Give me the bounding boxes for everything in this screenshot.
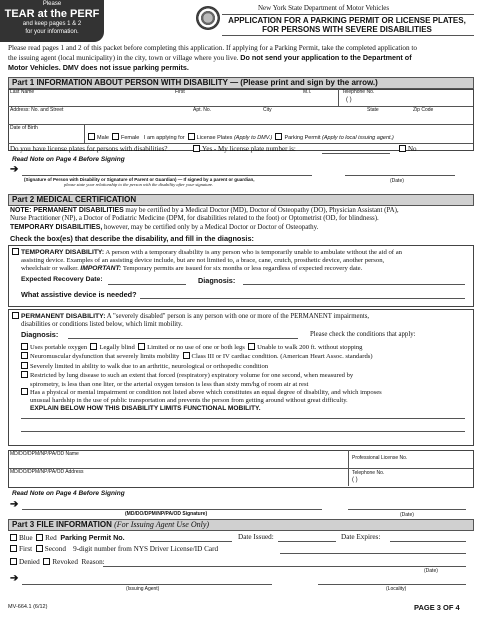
issuing-agent-label: (Issuing Agent): [126, 586, 160, 592]
dept-name: New York State Department of Motor Vehicles: [258, 4, 390, 12]
male-checkbox[interactable]: [88, 133, 95, 140]
temp-diagnosis-label: Diagnosis:: [198, 276, 236, 285]
arrow-icon: ➔: [10, 573, 19, 584]
form-number: MV-664.1 (6/12): [8, 604, 48, 610]
plates-question-row: Do you have license plates for persons with disabilities?: [10, 145, 168, 153]
part1-title: Part 1 INFORMATION ABOUT PERSON WITH DISABILITY — (Please print and sign by the arrow.): [12, 78, 378, 87]
physician-address-label: MD/DO/DPM/NP/PA/OD Address: [10, 469, 84, 475]
zip-label: Zip Code: [413, 107, 434, 113]
part3-note: (For Issuing Agent Use Only): [114, 520, 210, 529]
physician-signature-label: (MD/DO/DPM/NP/PA/OD Signature): [125, 511, 208, 517]
check-instruction: Check the box(es) that describe the disability, and fill in the diagnosis:: [10, 234, 254, 243]
agent-signature-line[interactable]: [22, 584, 272, 585]
form-title: [222, 16, 472, 34]
second-checkbox[interactable]: [36, 545, 43, 552]
legs-checkbox[interactable]: [138, 343, 145, 350]
apt-label: Apt. No.: [193, 107, 212, 113]
other-impairment-checkbox[interactable]: [21, 388, 28, 395]
walk-200-checkbox[interactable]: [248, 343, 255, 350]
dob-label: Date of Birth: [10, 125, 38, 131]
date-expires-label: Date Expires:: [341, 533, 381, 541]
first-name-label: First: [175, 89, 185, 95]
assistive-device-field[interactable]: [140, 298, 465, 299]
address-label: Address: No. and Street: [10, 107, 64, 113]
physician-name-label: MD/DO/DPM/NP/PA/OD Name: [10, 451, 79, 457]
intro-line2b: Do not send your application to the Department of: [240, 53, 412, 62]
page-number: PAGE 3 OF 4: [414, 603, 460, 612]
part3-header: [8, 519, 474, 531]
revoked-checkbox[interactable]: [43, 558, 50, 565]
tab-please: Please: [42, 1, 62, 7]
explain-line-1[interactable]: [21, 418, 465, 419]
intro-line1: Please read pages 1 and 2 of this packet before completing this application. If applying for a Parking Permit, take the completed application to: [8, 44, 417, 52]
explain-label: EXPLAIN BELOW HOW THIS DISABILITY LIMITS FUNCTIONAL MOBILITY.: [30, 405, 261, 413]
part3-title: Part 3 FILE INFORMATION: [12, 520, 112, 529]
intro-line3: Motor Vehicles. DMV does not issue parking permits.: [8, 63, 189, 72]
reason-label: Reason:: [81, 558, 105, 566]
first-checkbox[interactable]: [10, 545, 17, 552]
telephone-field[interactable]: ( ): [346, 97, 352, 103]
intro-line2a: the issuing agent (local municipality) in the city, town or village where you live.: [8, 54, 241, 62]
part2-header: [8, 194, 474, 206]
part1-grid: [8, 89, 474, 151]
part1-read-note: Read Note on Page 4 Before Signing: [12, 156, 125, 163]
mi-label: M.I.: [303, 89, 312, 95]
expected-recovery-label: Expected Recovery Date:: [21, 276, 103, 283]
plate-number-field[interactable]: [322, 153, 390, 154]
signature-caption: (Signature of Person with Disability or Signature of Parent or Guardian) — If signed by a parent or guardian,: [24, 177, 255, 182]
neuromuscular-checkbox[interactable]: [21, 352, 28, 359]
blind-checkbox[interactable]: [90, 343, 97, 350]
applicant-date-line[interactable]: [345, 175, 455, 176]
denied-checkbox[interactable]: [10, 558, 17, 565]
part2-read-note: Read Note on Page 4 Before Signing: [12, 490, 125, 497]
permit-number-label: Parking Permit No.: [60, 533, 125, 542]
part2-note: NOTE: PERMANENT DISABILITIES may be certified by a Medical Doctor (MD), Doctor of Osteopathy (DO), Physician Assistant (PA), Nurse Practitioner (NP), a Doctor of Podiatric Medicine (DPM, for disabilities related to the foot) or Optometrist (OD, for blindness). TEMPORARY DISABILITIES, however, may be certified only by a Medical Doctor or Doctor of Osteopathy.: [10, 207, 399, 231]
telephone-label: Telephone No.: [342, 89, 375, 95]
part2-date-label: (Date): [400, 512, 414, 518]
red-checkbox[interactable]: [36, 534, 43, 541]
tab-keep: and keep pages 1 & 2: [22, 21, 82, 27]
physician-telephone-label: Telephone No.: [352, 470, 385, 476]
perm-diagnosis-field[interactable]: [68, 338, 298, 339]
permit-checkbox[interactable]: [275, 133, 282, 140]
applicant-signature-line[interactable]: [22, 175, 312, 176]
arrow-icon: ➔: [10, 164, 19, 175]
locality-label: (Locality): [386, 586, 407, 592]
physician-telephone-field[interactable]: ( ): [352, 477, 358, 483]
locality-line[interactable]: [318, 584, 466, 585]
lung-checkbox[interactable]: [21, 371, 28, 378]
arrow-icon: ➔: [10, 499, 19, 510]
assistive-device-label: What assistive device is needed?: [21, 290, 137, 299]
sex-row: Male Female I am applying for License Plates (Apply to DMV.) Parking Permit (Apply to local issuing agent.): [88, 133, 394, 141]
part2-title: Part 2 MEDICAL CERTIFICATION: [12, 195, 137, 204]
blue-checkbox[interactable]: [10, 534, 17, 541]
perm-diagnosis-label: Diagnosis:: [21, 330, 59, 339]
intro-text: [8, 44, 474, 72]
part1-date-label: (Date): [390, 178, 404, 184]
physician-date-line[interactable]: [348, 509, 466, 510]
last-name-label: Last Name: [10, 89, 35, 95]
date-expires-field[interactable]: [390, 541, 466, 542]
form-title-line1: APPLICATION FOR A PARKING PERMIT OR LICENSE PLATES,: [228, 16, 466, 25]
state-seal-icon: [196, 6, 220, 30]
date-issued-field[interactable]: [278, 541, 336, 542]
part1-header: [8, 77, 474, 89]
tab-info: for your information.: [25, 29, 79, 35]
female-checkbox[interactable]: [112, 133, 119, 140]
temp-diagnosis-field[interactable]: [243, 284, 465, 285]
reason-field[interactable]: [103, 566, 466, 567]
yes-checkbox[interactable]: [193, 145, 200, 152]
nine-digit-label: 9-digit number from NYS Driver License/ID Card: [73, 545, 219, 553]
explain-line-2[interactable]: [21, 431, 465, 432]
state-label: State: [367, 107, 379, 113]
permit-number-field[interactable]: [150, 541, 232, 542]
plates-checkbox[interactable]: [188, 133, 195, 140]
no-checkbox[interactable]: [399, 145, 406, 152]
license-label: Professional License No.: [352, 455, 408, 461]
conditions-list: Uses portable oxygen Legally blind Limited or no use of one or both legs Unable to walk 200 ft. without stopping Neuromuscular dysfunction that severely limits mobility Class III or IV cardiac condition. (American Heart Assoc. standards) Severely limited in ability to walk due to an arthritic, neurological or orthopedic condition Restricted by lung disease to such an extent that forced (respiratory) expiratory volume for one second, when measured by spirometry, is less than one liter, or the arterial oxygen tension is less than sixty mm/hg of room air at rest Has a physical or mental impairment or condition not listed above which constitutes an equal degree of disability, and which imposes unusual hardship in the use of public transportation and prevents the person from getting around without great difficulty. EXPLAIN BELOW HOW THIS DISABILITY LIMITS FUNCTIONAL MOBILITY.: [21, 343, 382, 413]
part3-date-label: (Date): [424, 568, 438, 574]
please-check-label: Please check the conditions that apply:: [310, 331, 416, 338]
cardiac-checkbox[interactable]: [183, 352, 190, 359]
physician-signature-line[interactable]: [22, 509, 322, 510]
expected-recovery-field[interactable]: [108, 284, 186, 285]
tear-tab: [0, 0, 104, 42]
city-label: City: [263, 107, 272, 113]
oxygen-checkbox[interactable]: [21, 343, 28, 350]
permanent-checkbox[interactable]: [12, 312, 19, 319]
date-issued-label: Date Issued:: [238, 533, 274, 541]
nine-digit-field[interactable]: [280, 553, 466, 554]
temporary-checkbox[interactable]: [12, 248, 19, 255]
arthritic-checkbox[interactable]: [21, 362, 28, 369]
signature-caption-2: please state your relationship to the person with the disability after your signature.: [64, 182, 214, 187]
form-title-line2: FOR PERSONS WITH SEVERE DISABILITIES: [262, 25, 432, 34]
tab-tear: TEAR at the PERF: [4, 8, 100, 20]
